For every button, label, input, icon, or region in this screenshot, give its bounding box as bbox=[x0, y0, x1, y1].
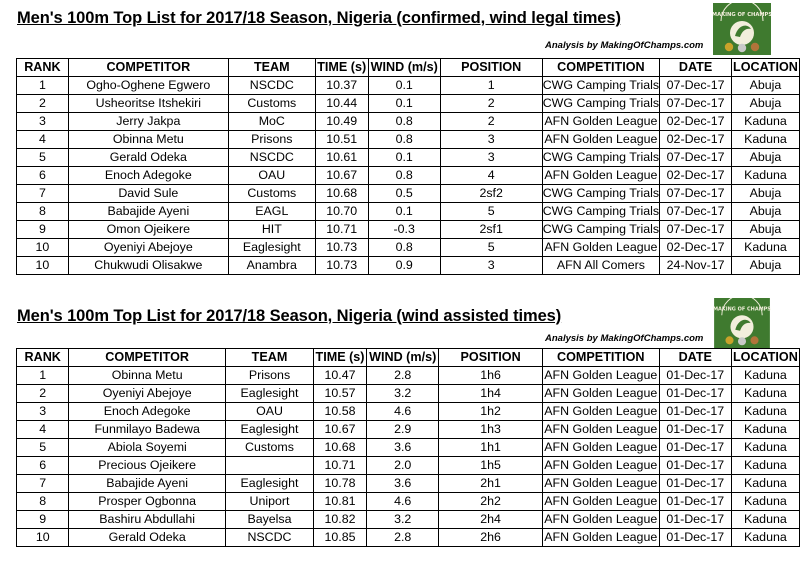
cell-location: Abuja bbox=[731, 221, 799, 239]
cell-position: 2h1 bbox=[439, 475, 542, 493]
cell-competitor: Abiola Soyemi bbox=[69, 439, 225, 457]
table-row bbox=[17, 403, 800, 421]
cell-location: Kaduna bbox=[731, 421, 799, 439]
cell-location: Abuja bbox=[731, 149, 799, 167]
assisted-credit: Analysis by MakingOfChamps.com bbox=[545, 333, 704, 344]
table-row bbox=[17, 221, 800, 239]
cell-location: Kaduna bbox=[731, 529, 799, 547]
cell-time: 10.37 bbox=[315, 77, 368, 95]
cell-rank: 10 bbox=[17, 529, 69, 547]
cell-time: 10.81 bbox=[314, 493, 367, 511]
cell-rank: 1 bbox=[17, 367, 69, 385]
cell-team: Customs bbox=[225, 439, 313, 457]
cell-position: 1h3 bbox=[439, 421, 542, 439]
cell-rank: 7 bbox=[17, 185, 69, 203]
cell-competition: AFN Golden League bbox=[542, 439, 659, 457]
cell-time: 10.71 bbox=[314, 457, 367, 475]
cell-time: 10.68 bbox=[314, 439, 367, 457]
col-rank: RANK bbox=[17, 349, 69, 367]
cell-wind: 0.1 bbox=[368, 149, 440, 167]
cell-wind: 0.8 bbox=[368, 131, 440, 149]
cell-rank: 2 bbox=[17, 385, 69, 403]
cell-position: 2h6 bbox=[439, 529, 542, 547]
cell-team: Prisons bbox=[225, 367, 313, 385]
cell-team: Eaglesight bbox=[225, 475, 313, 493]
cell-position: 2sf2 bbox=[440, 185, 542, 203]
cell-wind: 0.8 bbox=[368, 239, 440, 257]
cell-competition: CWG Camping Trials bbox=[542, 185, 660, 203]
cell-location: Kaduna bbox=[731, 403, 799, 421]
cell-date: 01-Dec-17 bbox=[659, 367, 731, 385]
cell-wind: 4.6 bbox=[366, 403, 438, 421]
cell-location: Kaduna bbox=[731, 167, 799, 185]
cell-time: 10.49 bbox=[315, 113, 368, 131]
legal-credit: Analysis by MakingOfChamps.com bbox=[545, 40, 704, 51]
cell-date: 01-Dec-17 bbox=[659, 529, 731, 547]
cell-time: 10.67 bbox=[315, 167, 368, 185]
cell-wind: 3.6 bbox=[366, 475, 438, 493]
cell-location: Kaduna bbox=[731, 385, 799, 403]
cell-competition: AFN Golden League bbox=[542, 421, 659, 439]
cell-rank: 6 bbox=[17, 167, 69, 185]
cell-competition: AFN Golden League bbox=[542, 167, 660, 185]
cell-competitor: Jerry Jakpa bbox=[68, 113, 228, 131]
cell-date: 24-Nov-17 bbox=[660, 257, 732, 275]
cell-position: 1h6 bbox=[439, 367, 542, 385]
cell-team: OAU bbox=[225, 403, 313, 421]
table-row bbox=[17, 257, 800, 275]
cell-wind: 3.2 bbox=[366, 511, 438, 529]
cell-rank: 10 bbox=[17, 239, 69, 257]
cell-team: Customs bbox=[228, 95, 315, 113]
cell-wind: 0.1 bbox=[368, 95, 440, 113]
cell-position: 2h4 bbox=[439, 511, 542, 529]
cell-position: 1h4 bbox=[439, 385, 542, 403]
cell-rank: 10 bbox=[17, 257, 69, 275]
cell-competitor: Gerald Odeka bbox=[68, 149, 228, 167]
cell-date: 01-Dec-17 bbox=[659, 421, 731, 439]
making-of-champs-logo bbox=[713, 3, 771, 60]
cell-date: 01-Dec-17 bbox=[659, 511, 731, 529]
col-competitor: COMPETITOR bbox=[68, 59, 228, 77]
table-row bbox=[17, 167, 800, 185]
cell-position: 5 bbox=[440, 239, 542, 257]
cell-time: 10.73 bbox=[315, 257, 368, 275]
cell-competition: AFN Golden League bbox=[542, 511, 659, 529]
cell-competitor: Babajide Ayeni bbox=[68, 203, 228, 221]
table-row bbox=[17, 149, 800, 167]
cell-competition: AFN Golden League bbox=[542, 403, 659, 421]
cell-position: 4 bbox=[440, 167, 542, 185]
cell-competitor: Chukwudi Olisakwe bbox=[68, 257, 228, 275]
cell-team: Prisons bbox=[228, 131, 315, 149]
cell-wind: 2.9 bbox=[366, 421, 438, 439]
col-time: TIME (s) bbox=[314, 349, 367, 367]
col-team: TEAM bbox=[228, 59, 315, 77]
col-wind: WIND (m/s) bbox=[366, 349, 438, 367]
logo-lettering: MAKING OF CHAMPS bbox=[713, 306, 771, 313]
cell-wind: 0.1 bbox=[368, 203, 440, 221]
table-row bbox=[17, 421, 800, 439]
cell-date: 07-Dec-17 bbox=[660, 221, 732, 239]
cell-location: Kaduna bbox=[731, 131, 799, 149]
cell-competition: CWG Camping Trials bbox=[542, 149, 660, 167]
logo-lettering: MAKING OF CHAMPS bbox=[713, 12, 771, 18]
cell-location: Kaduna bbox=[731, 113, 799, 131]
cell-date: 02-Dec-17 bbox=[660, 239, 732, 257]
cell-position: 3 bbox=[440, 257, 542, 275]
cell-location: Kaduna bbox=[731, 457, 799, 475]
cell-rank: 6 bbox=[17, 457, 69, 475]
cell-competition: AFN Golden League bbox=[542, 113, 660, 131]
cell-rank: 5 bbox=[17, 149, 69, 167]
cell-location: Abuja bbox=[731, 185, 799, 203]
cell-time: 10.61 bbox=[315, 149, 368, 167]
cell-competitor: Gerald Odeka bbox=[69, 529, 225, 547]
cell-position: 2sf1 bbox=[440, 221, 542, 239]
col-date: DATE bbox=[659, 349, 731, 367]
cell-team: EAGL bbox=[228, 203, 315, 221]
cell-location: Abuja bbox=[731, 77, 799, 95]
cell-wind: 2.8 bbox=[366, 367, 438, 385]
cell-competitor: Obinna Metu bbox=[69, 367, 225, 385]
cell-competitor: David Sule bbox=[68, 185, 228, 203]
cell-position: 3 bbox=[440, 131, 542, 149]
col-competitor: COMPETITOR bbox=[69, 349, 225, 367]
cell-wind: 2.8 bbox=[366, 529, 438, 547]
cell-team: Eaglesight bbox=[228, 239, 315, 257]
cell-competitor: Babajide Ayeni bbox=[69, 475, 225, 493]
cell-date: 01-Dec-17 bbox=[659, 439, 731, 457]
cell-location: Kaduna bbox=[731, 493, 799, 511]
cell-date: 01-Dec-17 bbox=[659, 403, 731, 421]
cell-position: 5 bbox=[440, 203, 542, 221]
legal-list-title: Men's 100m Top List for 2017/18 Season, Nigeria (confirmed, wind legal times) bbox=[17, 9, 621, 27]
table-row bbox=[17, 529, 800, 547]
cell-wind: 0.5 bbox=[368, 185, 440, 203]
cell-competition: AFN Golden League bbox=[542, 529, 659, 547]
table-row bbox=[17, 511, 800, 529]
col-position: POSITION bbox=[439, 349, 542, 367]
table-row bbox=[17, 457, 800, 475]
col-competition: COMPETITION bbox=[542, 59, 660, 77]
cell-competitor: Omon Ojeikere bbox=[68, 221, 228, 239]
table-row bbox=[17, 239, 800, 257]
col-rank: RANK bbox=[17, 59, 69, 77]
assisted-times-table bbox=[16, 348, 800, 547]
cell-competition: AFN Golden League bbox=[542, 385, 659, 403]
cell-competition: AFN Golden League bbox=[542, 239, 660, 257]
cell-date: 01-Dec-17 bbox=[659, 385, 731, 403]
cell-location: Abuja bbox=[731, 257, 799, 275]
cell-location: Kaduna bbox=[731, 511, 799, 529]
col-date: DATE bbox=[660, 59, 732, 77]
cell-competition: AFN Golden League bbox=[542, 367, 659, 385]
cell-team: Eaglesight bbox=[225, 385, 313, 403]
col-competition: COMPETITION bbox=[542, 349, 659, 367]
cell-date: 02-Dec-17 bbox=[660, 113, 732, 131]
cell-competition: CWG Camping Trials bbox=[542, 221, 660, 239]
cell-competitor: Funmilayo Badewa bbox=[69, 421, 225, 439]
cell-competitor: Bashiru Abdullahi bbox=[69, 511, 225, 529]
cell-competition: CWG Camping Trials bbox=[542, 77, 660, 95]
cell-rank: 3 bbox=[17, 113, 69, 131]
cell-time: 10.67 bbox=[314, 421, 367, 439]
cell-wind: 3.2 bbox=[366, 385, 438, 403]
cell-location: Kaduna bbox=[731, 475, 799, 493]
cell-rank: 8 bbox=[17, 203, 69, 221]
cell-wind: 0.1 bbox=[368, 77, 440, 95]
cell-location: Kaduna bbox=[731, 367, 799, 385]
cell-competitor: Enoch Adegoke bbox=[69, 403, 225, 421]
cell-team: Customs bbox=[228, 185, 315, 203]
cell-time: 10.51 bbox=[315, 131, 368, 149]
cell-wind: 0.8 bbox=[368, 167, 440, 185]
cell-wind: 0.9 bbox=[368, 257, 440, 275]
col-team: TEAM bbox=[225, 349, 313, 367]
cell-team: NSCDC bbox=[228, 77, 315, 95]
table-header-row bbox=[17, 349, 800, 367]
cell-rank: 4 bbox=[17, 421, 69, 439]
cell-time: 10.44 bbox=[315, 95, 368, 113]
cell-time: 10.85 bbox=[314, 529, 367, 547]
cell-team: NSCDC bbox=[225, 529, 313, 547]
table-row bbox=[17, 185, 800, 203]
cell-team: Anambra bbox=[228, 257, 315, 275]
table-row bbox=[17, 439, 800, 457]
col-position: POSITION bbox=[440, 59, 542, 77]
cell-date: 07-Dec-17 bbox=[660, 77, 732, 95]
cell-time: 10.57 bbox=[314, 385, 367, 403]
cell-position: 2 bbox=[440, 113, 542, 131]
making-of-champs-logo-2 bbox=[713, 298, 771, 353]
cell-team: HIT bbox=[228, 221, 315, 239]
cell-date: 07-Dec-17 bbox=[660, 203, 732, 221]
cell-competitor: Oyeniyi Abejoye bbox=[68, 239, 228, 257]
cell-date: 07-Dec-17 bbox=[660, 149, 732, 167]
cell-rank: 1 bbox=[17, 77, 69, 95]
col-wind: WIND (m/s) bbox=[368, 59, 440, 77]
table-row bbox=[17, 385, 800, 403]
cell-time: 10.58 bbox=[314, 403, 367, 421]
col-location: LOCATION bbox=[731, 59, 799, 77]
cell-competition: AFN Golden League bbox=[542, 475, 659, 493]
cell-competitor: Enoch Adegoke bbox=[68, 167, 228, 185]
cell-wind: 4.6 bbox=[366, 493, 438, 511]
cell-competition: AFN Golden League bbox=[542, 457, 659, 475]
table-row bbox=[17, 475, 800, 493]
cell-location: Kaduna bbox=[731, 239, 799, 257]
cell-competition: AFN Golden League bbox=[542, 131, 660, 149]
cell-position: 1h2 bbox=[439, 403, 542, 421]
cell-location: Abuja bbox=[731, 95, 799, 113]
cell-rank: 5 bbox=[17, 439, 69, 457]
cell-date: 07-Dec-17 bbox=[660, 95, 732, 113]
cell-time: 10.68 bbox=[315, 185, 368, 203]
cell-competitor: Oyeniyi Abejoye bbox=[69, 385, 225, 403]
cell-wind: 0.8 bbox=[368, 113, 440, 131]
cell-location: Kaduna bbox=[731, 439, 799, 457]
cell-position: 2h2 bbox=[439, 493, 542, 511]
cell-position: 3 bbox=[440, 149, 542, 167]
cell-position: 1h5 bbox=[439, 457, 542, 475]
table-row bbox=[17, 131, 800, 149]
cell-date: 02-Dec-17 bbox=[660, 131, 732, 149]
cell-team: OAU bbox=[228, 167, 315, 185]
cell-team: NSCDC bbox=[228, 149, 315, 167]
cell-position: 2 bbox=[440, 95, 542, 113]
cell-competitor: Precious Ojeikere bbox=[69, 457, 225, 475]
table-header-row bbox=[17, 59, 800, 77]
cell-wind: -0.3 bbox=[368, 221, 440, 239]
cell-time: 10.82 bbox=[314, 511, 367, 529]
cell-date: 01-Dec-17 bbox=[659, 493, 731, 511]
cell-competitor: Ogho-Oghene Egwero bbox=[68, 77, 228, 95]
assisted-list-title: Men's 100m Top List for 2017/18 Season, Nigeria (wind assisted times) bbox=[17, 307, 562, 325]
cell-wind: 2.0 bbox=[366, 457, 438, 475]
cell-team bbox=[225, 457, 313, 475]
cell-time: 10.73 bbox=[315, 239, 368, 257]
table-row bbox=[17, 95, 800, 113]
cell-team: Bayelsa bbox=[225, 511, 313, 529]
cell-date: 07-Dec-17 bbox=[660, 185, 732, 203]
legal-times-table bbox=[16, 58, 800, 275]
cell-position: 1h1 bbox=[439, 439, 542, 457]
cell-rank: 9 bbox=[17, 511, 69, 529]
cell-date: 02-Dec-17 bbox=[660, 167, 732, 185]
table-row bbox=[17, 493, 800, 511]
cell-rank: 9 bbox=[17, 221, 69, 239]
cell-rank: 4 bbox=[17, 131, 69, 149]
table-row bbox=[17, 367, 800, 385]
cell-rank: 8 bbox=[17, 493, 69, 511]
cell-team: Uniport bbox=[225, 493, 313, 511]
table-row bbox=[17, 203, 800, 221]
cell-competitor: Prosper Ogbonna bbox=[69, 493, 225, 511]
col-location: LOCATION bbox=[731, 349, 799, 367]
cell-rank: 3 bbox=[17, 403, 69, 421]
col-time: TIME (s) bbox=[315, 59, 368, 77]
cell-competition: CWG Camping Trials bbox=[542, 203, 660, 221]
cell-team: Eaglesight bbox=[225, 421, 313, 439]
cell-time: 10.71 bbox=[315, 221, 368, 239]
cell-date: 01-Dec-17 bbox=[659, 475, 731, 493]
cell-wind: 3.6 bbox=[366, 439, 438, 457]
cell-time: 10.78 bbox=[314, 475, 367, 493]
table-row bbox=[17, 77, 800, 95]
cell-team: MoC bbox=[228, 113, 315, 131]
cell-location: Abuja bbox=[731, 203, 799, 221]
cell-date: 01-Dec-17 bbox=[659, 457, 731, 475]
table-row bbox=[17, 113, 800, 131]
cell-position: 1 bbox=[440, 77, 542, 95]
cell-competitor: Usheoritse Itshekiri bbox=[68, 95, 228, 113]
cell-rank: 2 bbox=[17, 95, 69, 113]
cell-competition: CWG Camping Trials bbox=[542, 95, 660, 113]
cell-competition: AFN Golden League bbox=[542, 493, 659, 511]
cell-rank: 7 bbox=[17, 475, 69, 493]
cell-time: 10.47 bbox=[314, 367, 367, 385]
cell-competition: AFN All Comers bbox=[542, 257, 660, 275]
cell-time: 10.70 bbox=[315, 203, 368, 221]
cell-competitor: Obinna Metu bbox=[68, 131, 228, 149]
